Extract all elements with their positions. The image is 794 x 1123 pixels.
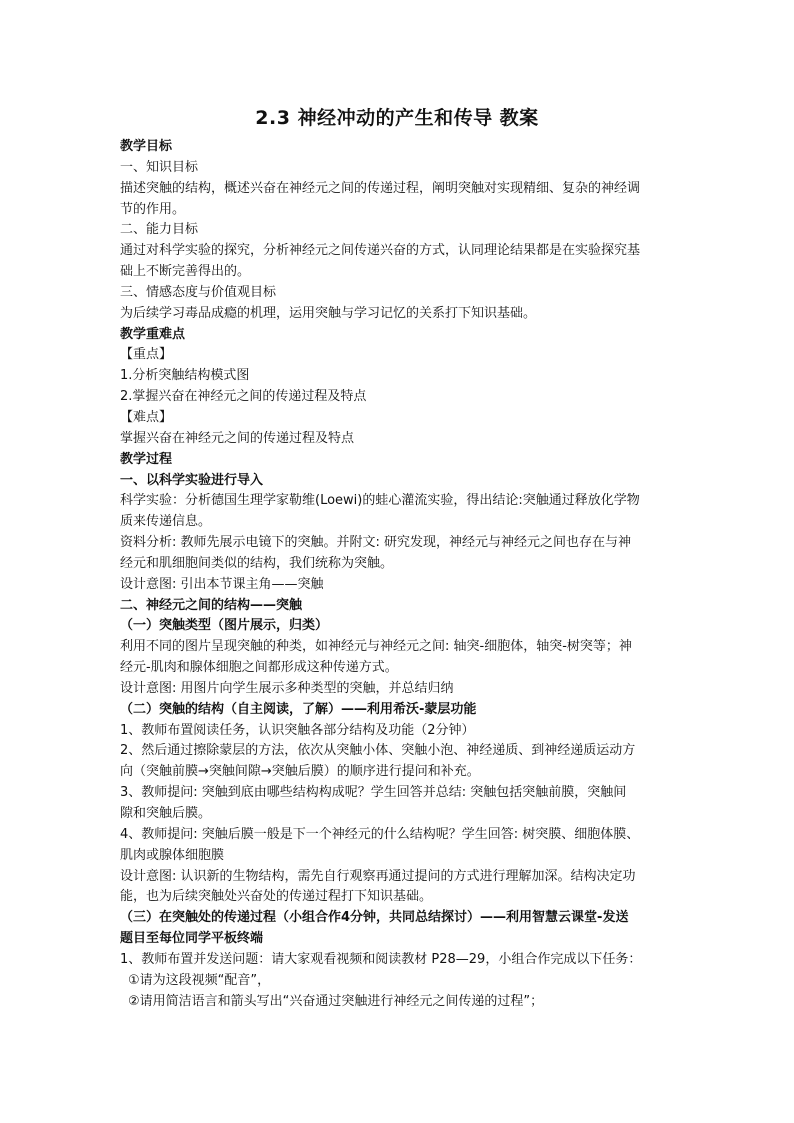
paragraph-line: ①请为这段视频“配音”， bbox=[128, 972, 271, 988]
paragraph-line: ②请用简洁语言和箭头写出“兴奋通过突触进行神经元之间传递的过程”； bbox=[128, 993, 544, 1009]
paragraph-line: 二、能力目标 bbox=[120, 222, 199, 238]
section-heading: （二）突触的结构（自主阅读，了解）——利用希沃-蒙层功能 bbox=[120, 701, 477, 717]
paragraph-line: 4、教师提问: 突触后膜一般是下一个神经元的什么结构呢？学生回答: 树突膜、细胞体膜、 bbox=[120, 826, 640, 842]
paragraph-line: 2、然后通过擦除蒙层的方法，依次从突触小体、突触小泡、神经递质、到神经递质运动方 bbox=[120, 743, 636, 759]
section-heading: （一）突触类型（图片展示，归类） bbox=[120, 618, 329, 634]
paragraph-line: 资料分析: 教师先展示电镜下的突触。并附文: 研究发现，神经元与神经元之间也存在与神 bbox=[120, 535, 632, 551]
paragraph-line: 1、教师布置并发送问题：请大家观看视频和阅读教材 P28—29，小组合作完成以下任务： bbox=[120, 951, 642, 967]
paragraph-line: 三、情感态度与价值观目标 bbox=[120, 284, 277, 300]
paragraph-line: 掌握兴奋在神经元之间的传递过程及特点 bbox=[120, 430, 355, 446]
paragraph-line: 1.分析突触结构模式图 bbox=[120, 368, 250, 384]
section-heading: （三）在突触处的传递过程（小组合作4分钟，共同总结探讨）——利用智慧云课堂-发送 bbox=[120, 910, 629, 926]
paragraph-line: 一、知识目标 bbox=[120, 159, 199, 175]
paragraph-line: 2.掌握兴奋在神经元之间的传递过程及特点 bbox=[120, 389, 367, 405]
paragraph-line: 础上不断完善得出的。 bbox=[120, 264, 251, 280]
paragraph-line: 【难点】 bbox=[120, 409, 173, 425]
section-heading: 题目至每位同学平板终端 bbox=[120, 931, 264, 947]
paragraph-line: 经元-肌肉和腺体细胞之间都形成这种传递方式。 bbox=[120, 660, 398, 676]
paragraph-line: 3、教师提问: 突触到底由哪些结构构成呢？学生回答并总结: 突触包括突触前膜，突触间 bbox=[120, 785, 627, 801]
paragraph-line: 能，也为后续突触处兴奋处的传递过程打下知识基础。 bbox=[120, 889, 433, 905]
paragraph-line: 节的作用。 bbox=[120, 201, 186, 217]
paragraph-line: 设计意图: 引出本节课主角——突触 bbox=[120, 576, 324, 592]
paragraph-line: 通过对科学实验的探究，分析神经元之间传递兴奋的方式，认同理论结果都是在实验探究基 bbox=[120, 243, 641, 259]
paragraph-line: 向（突触前膜→突触间隙→突触后膜）的顺序进行提问和补充。 bbox=[120, 764, 480, 780]
document-body bbox=[120, 137, 682, 1012]
document-title: 2.3 神经冲动的产生和传导 教案 bbox=[255, 107, 539, 129]
paragraph-line: 描述突触的结构，概述兴奋在神经元之间的传递过程，阐明突触对实现精细、复杂的神经调 bbox=[120, 180, 641, 196]
paragraph-line: 设计意图: 用图片向学生展示多种类型的突触，并总结归纳 bbox=[120, 680, 454, 696]
paragraph-line: 质来传递信息。 bbox=[120, 514, 212, 530]
paragraph-line: 利用不同的图片呈现突触的种类，如神经元与神经元之间: 轴突-细胞体，轴突-树突等；神 bbox=[120, 639, 632, 655]
section-heading: 教学重难点 bbox=[120, 326, 186, 342]
section-heading: 一、以科学实验进行导入 bbox=[120, 472, 264, 488]
paragraph-line: 隙和突触后膜。 bbox=[120, 806, 212, 821]
section-heading: 教学过程 bbox=[120, 451, 173, 467]
paragraph-line: 设计意图: 认识新的生物结构，需先自行观察再通过提问的方式进行理解加深。结构决定功 bbox=[120, 868, 636, 884]
paragraph-line: 肌肉或腺体细胞膜 bbox=[120, 847, 225, 863]
paragraph-line: 科学实验：分析德国生理学家勒维(Loewi)的蛙心灌流实验，得出结论:突触通过释放化学物 bbox=[120, 493, 640, 509]
paragraph-line: 1、教师布置阅读任务，认识突触各部分结构及功能（2分钟） bbox=[120, 722, 475, 738]
paragraph-line: 经元和肌细胞间类似的结构，我们统称为突触。 bbox=[120, 555, 394, 571]
paragraph-line: 【重点】 bbox=[120, 347, 173, 363]
section-heading: 二、神经元之间的结构——突触 bbox=[120, 597, 303, 613]
paragraph-line: 为后续学习毒品成瘾的机理，运用突触与学习记忆的关系打下知识基础。 bbox=[120, 305, 537, 321]
section-heading: 教学目标 bbox=[120, 139, 173, 154]
